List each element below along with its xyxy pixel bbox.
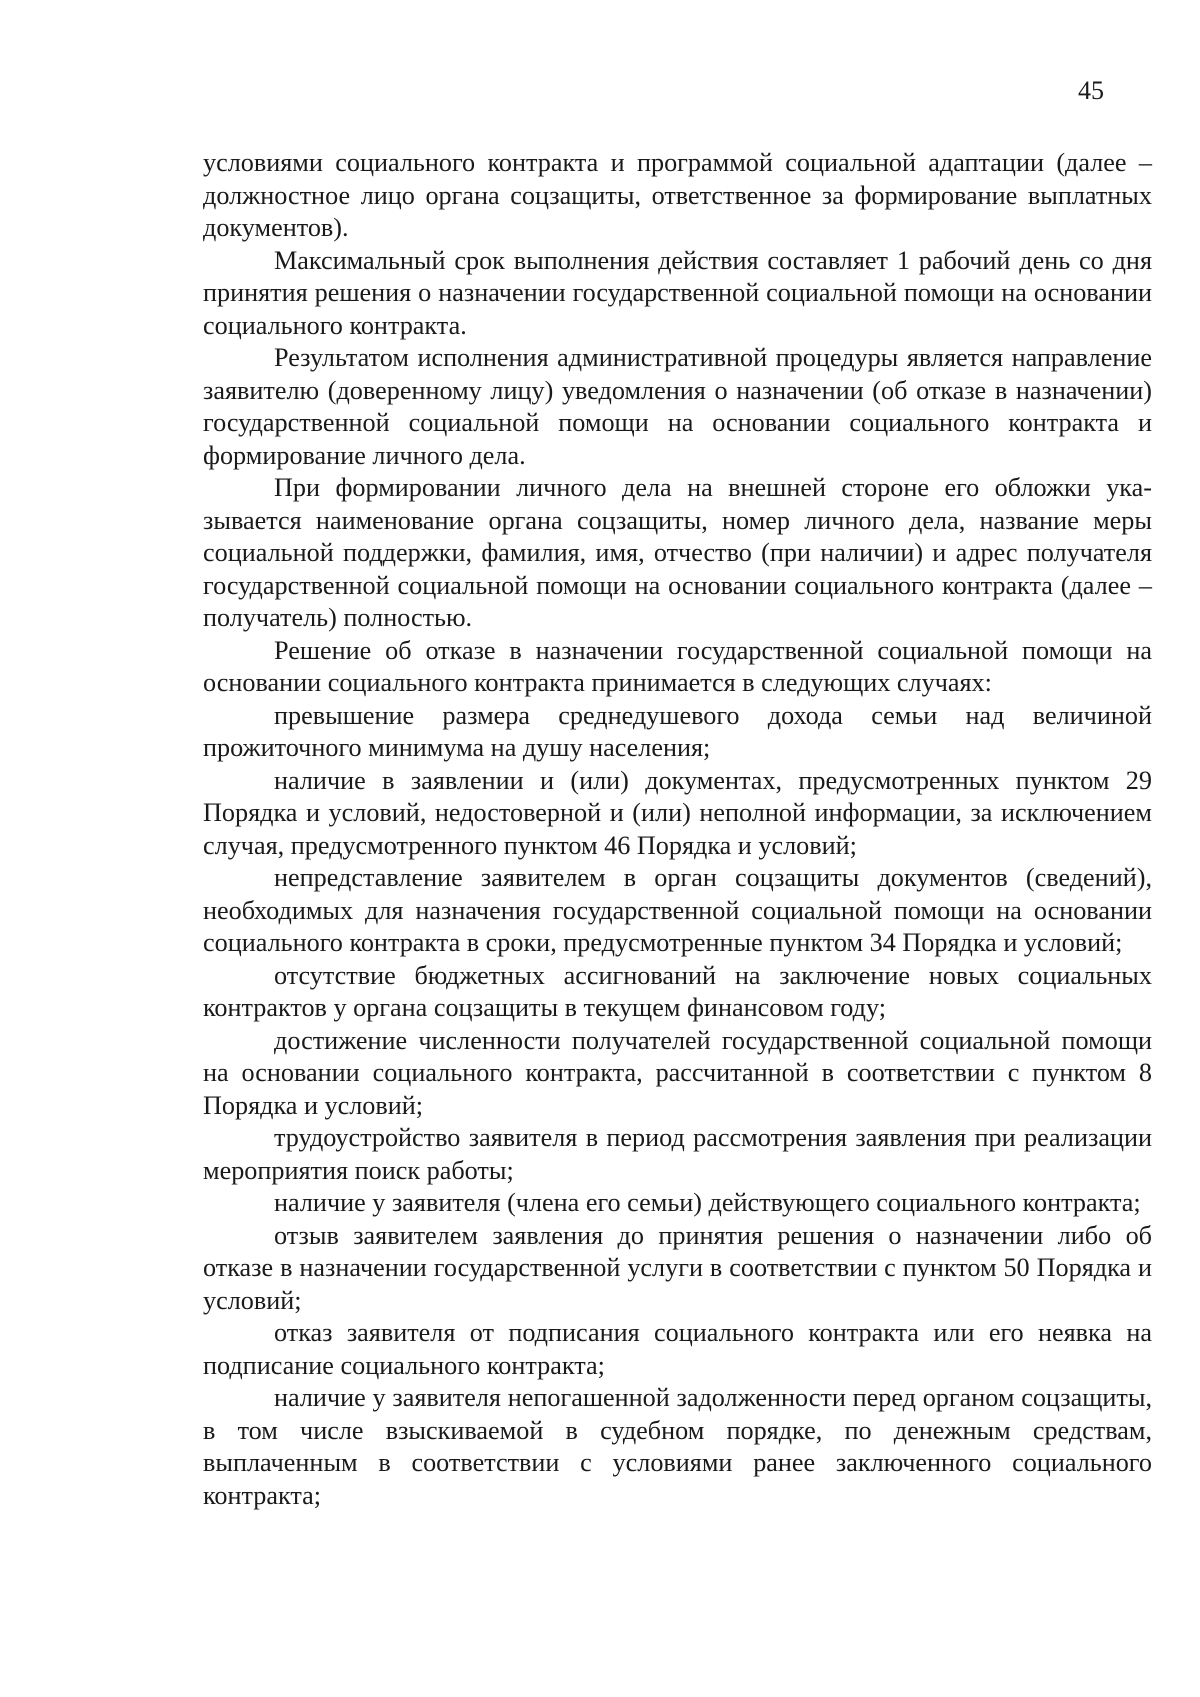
- list-item: достижение численности получателей государственной социальной помощи на основании социального контракта, рассчитанной в соответствии с пунктом 8 Порядка и условий;: [203, 1025, 1152, 1120]
- paragraph: Результатом исполнения административной процедуры является направление заявителю (доверенному лицу) уведомления о назначении (об отказе в назначении) государственной социальной помощи на основании социального контракта и формирование личного дела.: [203, 343, 1152, 470]
- paragraph: Максимальный срок выполнения действия составляет 1 рабочий день со дня принятия решения о назначении государственной социальной помощи на основании социального контракта.: [203, 245, 1152, 340]
- list-item: непредставление заявителем в орган соцзащиты документов (сведений), необходимых для назначения государственной социальной помощи на основании социального контракта в сроки, предусмотренные пунктом 34 Порядка и условий;: [203, 863, 1152, 957]
- list-item: наличие в заявлении и (или) документах, предусмотренных пунктом 29 Порядка и условий, недостоверной и (или) неполной информации, за исключением случая, предусмотренного пунктом 46 Порядка и условий;: [203, 765, 1152, 860]
- page-number: 45: [1078, 76, 1104, 105]
- list-item: трудоустройство заявителя в период рассмотрения заявления при реализации мероприятия поиск работы;: [203, 1123, 1152, 1185]
- body-text: [203, 147, 1152, 1512]
- list-item: наличие у заявителя непогашенной задолженности перед органом соцзащиты, в том числе взыскиваемой в судебном порядке, по денежным средствам, выплаченным в соответствии с условиями ранее заключенного социального контракта;: [203, 1383, 1152, 1510]
- list-item: отсутствие бюджетных ассигнований на заключение новых социальных контрактов у органа соцзащиты в текущем финансовом году;: [203, 960, 1152, 1022]
- list-item: превышение размера среднедушевого дохода семьи над величиной прожиточного минимума на душу населения;: [203, 700, 1152, 762]
- list-item: отзыв заявителем заявления до принятия решения о назначении либо об отказе в назначении государственной услуги в соответствии с пунктом 50 Порядка и условий;: [203, 1220, 1152, 1315]
- paragraph: Решение об отказе в назначении государственной социальной помощи на основании социального контракта принимается в следующих случаях:: [203, 635, 1152, 697]
- list-item: отказ заявителя от подписания социального контракта или его неявка на подписание социального контракта;: [203, 1318, 1152, 1380]
- paragraph: условиями социального контракта и программой социальной адаптации (далее – должностное лицо органа соцзащиты, ответственное за формирование выплатных документов).: [203, 148, 1152, 242]
- list-item: наличие у заявителя (члена его семьи) действующего социального контракта;: [274, 1188, 1141, 1217]
- paragraph: При формировании личного дела на внешней стороне его обложки указывается наименование органа соцзащиты, номер личного дела, название меры социальной поддержки, фамилия, имя, отчество (при наличии) и адрес получателя государственной социальной помощи на основании социального контракта (далее – получатель) полностью.: [203, 473, 1152, 632]
